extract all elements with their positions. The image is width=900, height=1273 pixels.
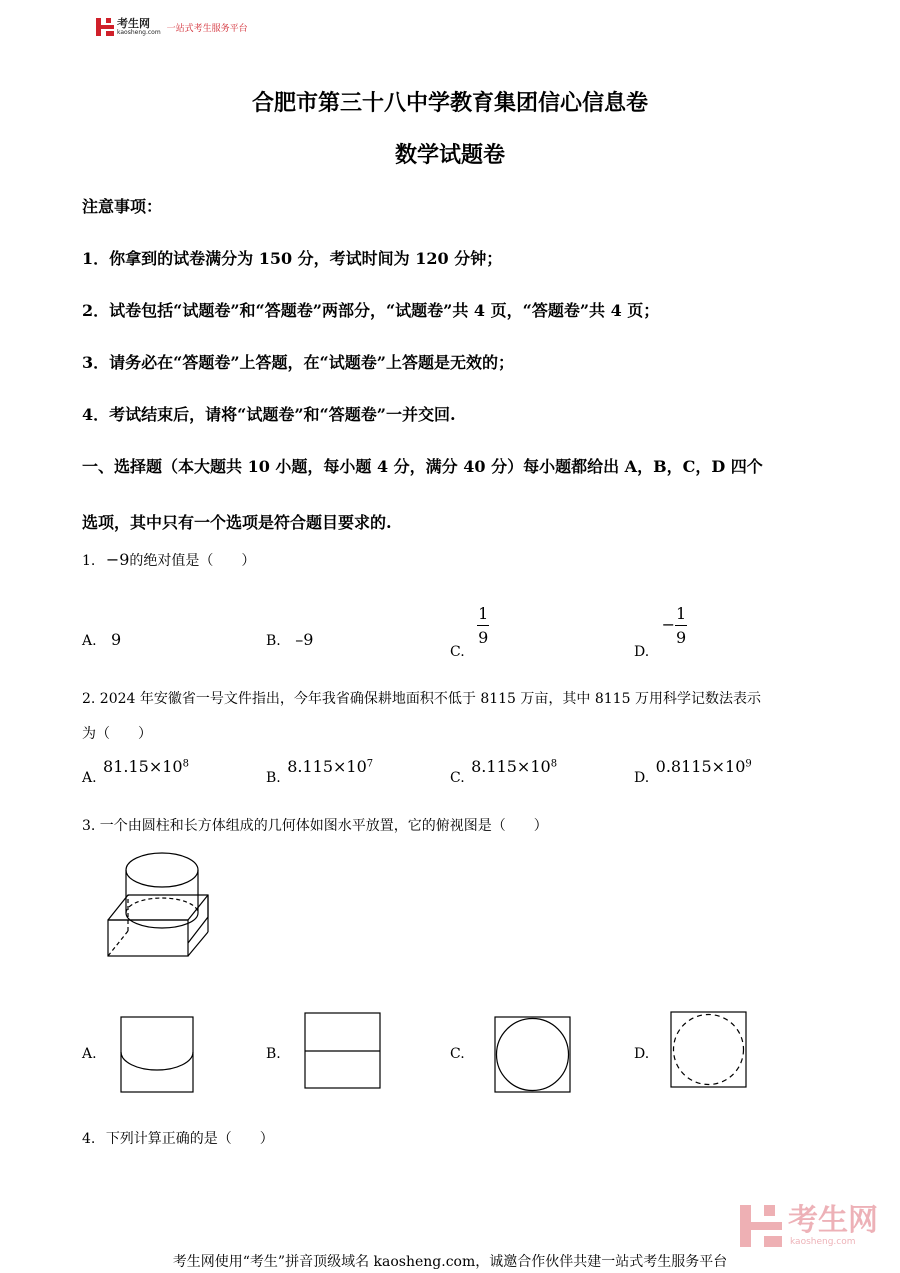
option-value: 9 bbox=[111, 630, 122, 649]
logo-domain: kaosheng.com bbox=[117, 29, 161, 36]
notes-heading: 注意事项： bbox=[82, 197, 163, 216]
option-value: –9 bbox=[295, 630, 314, 649]
watermark-domain: kaosheng.com bbox=[790, 1237, 856, 1247]
option-value: 0.8115×10 bbox=[655, 757, 746, 776]
option-label: C. bbox=[450, 643, 465, 660]
question-number: 4. bbox=[82, 1131, 96, 1147]
question-2: 2. 2024 年安徽省一号文件指出，今年我省确保耕地面积不低于 8115 万亩，其中 8115 万用科学记数法表示 bbox=[82, 691, 761, 707]
option-b bbox=[266, 757, 374, 786]
option-a bbox=[82, 630, 121, 649]
note-item: 4．考试结束后，请将“试题卷”和“答题卷”一并交回. bbox=[82, 405, 456, 424]
option-label: A. bbox=[82, 633, 97, 649]
question-text: 的绝对值是（ ） bbox=[129, 553, 256, 569]
question-2-cont: 为（ ） bbox=[82, 726, 152, 742]
option-c bbox=[450, 757, 558, 786]
section-heading-cont: 选项，其中只有一个选项是符合题目要求的. bbox=[82, 513, 392, 532]
denominator: 9 bbox=[478, 628, 489, 647]
question-expression: −9 bbox=[105, 550, 130, 569]
solid-figure bbox=[100, 845, 215, 960]
option-a-label: A. bbox=[82, 1046, 97, 1062]
watermark-brand: 考生网 bbox=[788, 1203, 878, 1238]
fraction bbox=[675, 604, 687, 647]
option-a bbox=[82, 757, 189, 786]
option-b bbox=[266, 630, 313, 649]
option-value: 8.115×10 bbox=[471, 757, 551, 776]
numerator: 1 bbox=[477, 604, 489, 626]
denominator: 9 bbox=[676, 628, 687, 647]
option-value: 81.15×10 bbox=[103, 757, 183, 776]
option-label: B. bbox=[266, 633, 281, 649]
note-item: 1．你拿到的试卷满分为 150 分，考试时间为 120 分钟； bbox=[82, 249, 503, 268]
option-label: B. bbox=[266, 770, 281, 786]
numerator: 1 bbox=[675, 604, 687, 626]
page-subtitle: 数学试题卷 bbox=[394, 142, 505, 168]
question-3: 3. 一个由圆柱和长方体组成的几何体如图水平放置，它的俯视图是（ ） bbox=[82, 818, 548, 834]
footer-text: 考生网使用“考生”拼音顶级域名 kaosheng.com，诚邀合作伙伴共建一站式考生服务平台 bbox=[172, 1254, 728, 1270]
note-item: 2．试卷包括“试题卷”和“答题卷”两部分，“试题卷”共 4 页，“答题卷”共 4 页； bbox=[82, 301, 660, 320]
exponent: 9 bbox=[745, 758, 752, 770]
option-label: D. bbox=[634, 643, 650, 660]
option-b-label: B. bbox=[266, 1046, 281, 1062]
watermark-icon bbox=[740, 1205, 782, 1247]
watermark-logo bbox=[740, 1205, 878, 1247]
option-d bbox=[634, 757, 752, 786]
option-d-label: D. bbox=[634, 1046, 650, 1062]
exponent: 8 bbox=[182, 758, 189, 770]
option-b-figure bbox=[304, 1012, 382, 1090]
note-item: 3．请务必在“答题卷”上答题，在“试题卷”上答题是无效的； bbox=[82, 353, 514, 372]
header-logo bbox=[96, 18, 248, 36]
fraction bbox=[477, 604, 489, 647]
section-heading: 一、选择题（本大题共 10 小题，每小题 4 分，满分 40 分）每小题都给出 A，B，C，D 四个 bbox=[82, 457, 763, 476]
logo-icon bbox=[96, 18, 114, 36]
option-d bbox=[634, 604, 687, 660]
question-4 bbox=[82, 1128, 274, 1148]
option-label: C. bbox=[450, 770, 465, 786]
question-text: 下列计算正确的是（ ） bbox=[105, 1131, 274, 1147]
option-c-figure bbox=[494, 1016, 572, 1094]
exponent: 8 bbox=[550, 758, 558, 770]
option-c-label: C. bbox=[450, 1046, 465, 1062]
minus-sign: − bbox=[661, 614, 676, 634]
page-title: 合肥市第三十八中学教育集团信心信息卷 bbox=[251, 90, 648, 116]
option-c bbox=[450, 604, 489, 660]
question-1 bbox=[82, 550, 255, 570]
logo-slogan: 一站式考生服务平台 bbox=[166, 23, 248, 34]
option-label: D. bbox=[634, 770, 650, 786]
option-label: A. bbox=[82, 770, 97, 786]
option-a-figure bbox=[120, 1016, 195, 1094]
question-number: 1. bbox=[82, 553, 96, 569]
option-value: 8.115×10 bbox=[287, 757, 367, 776]
exponent: 7 bbox=[366, 758, 374, 770]
option-d-figure bbox=[670, 1011, 748, 1089]
logo-brand: 考生网 bbox=[117, 17, 150, 30]
